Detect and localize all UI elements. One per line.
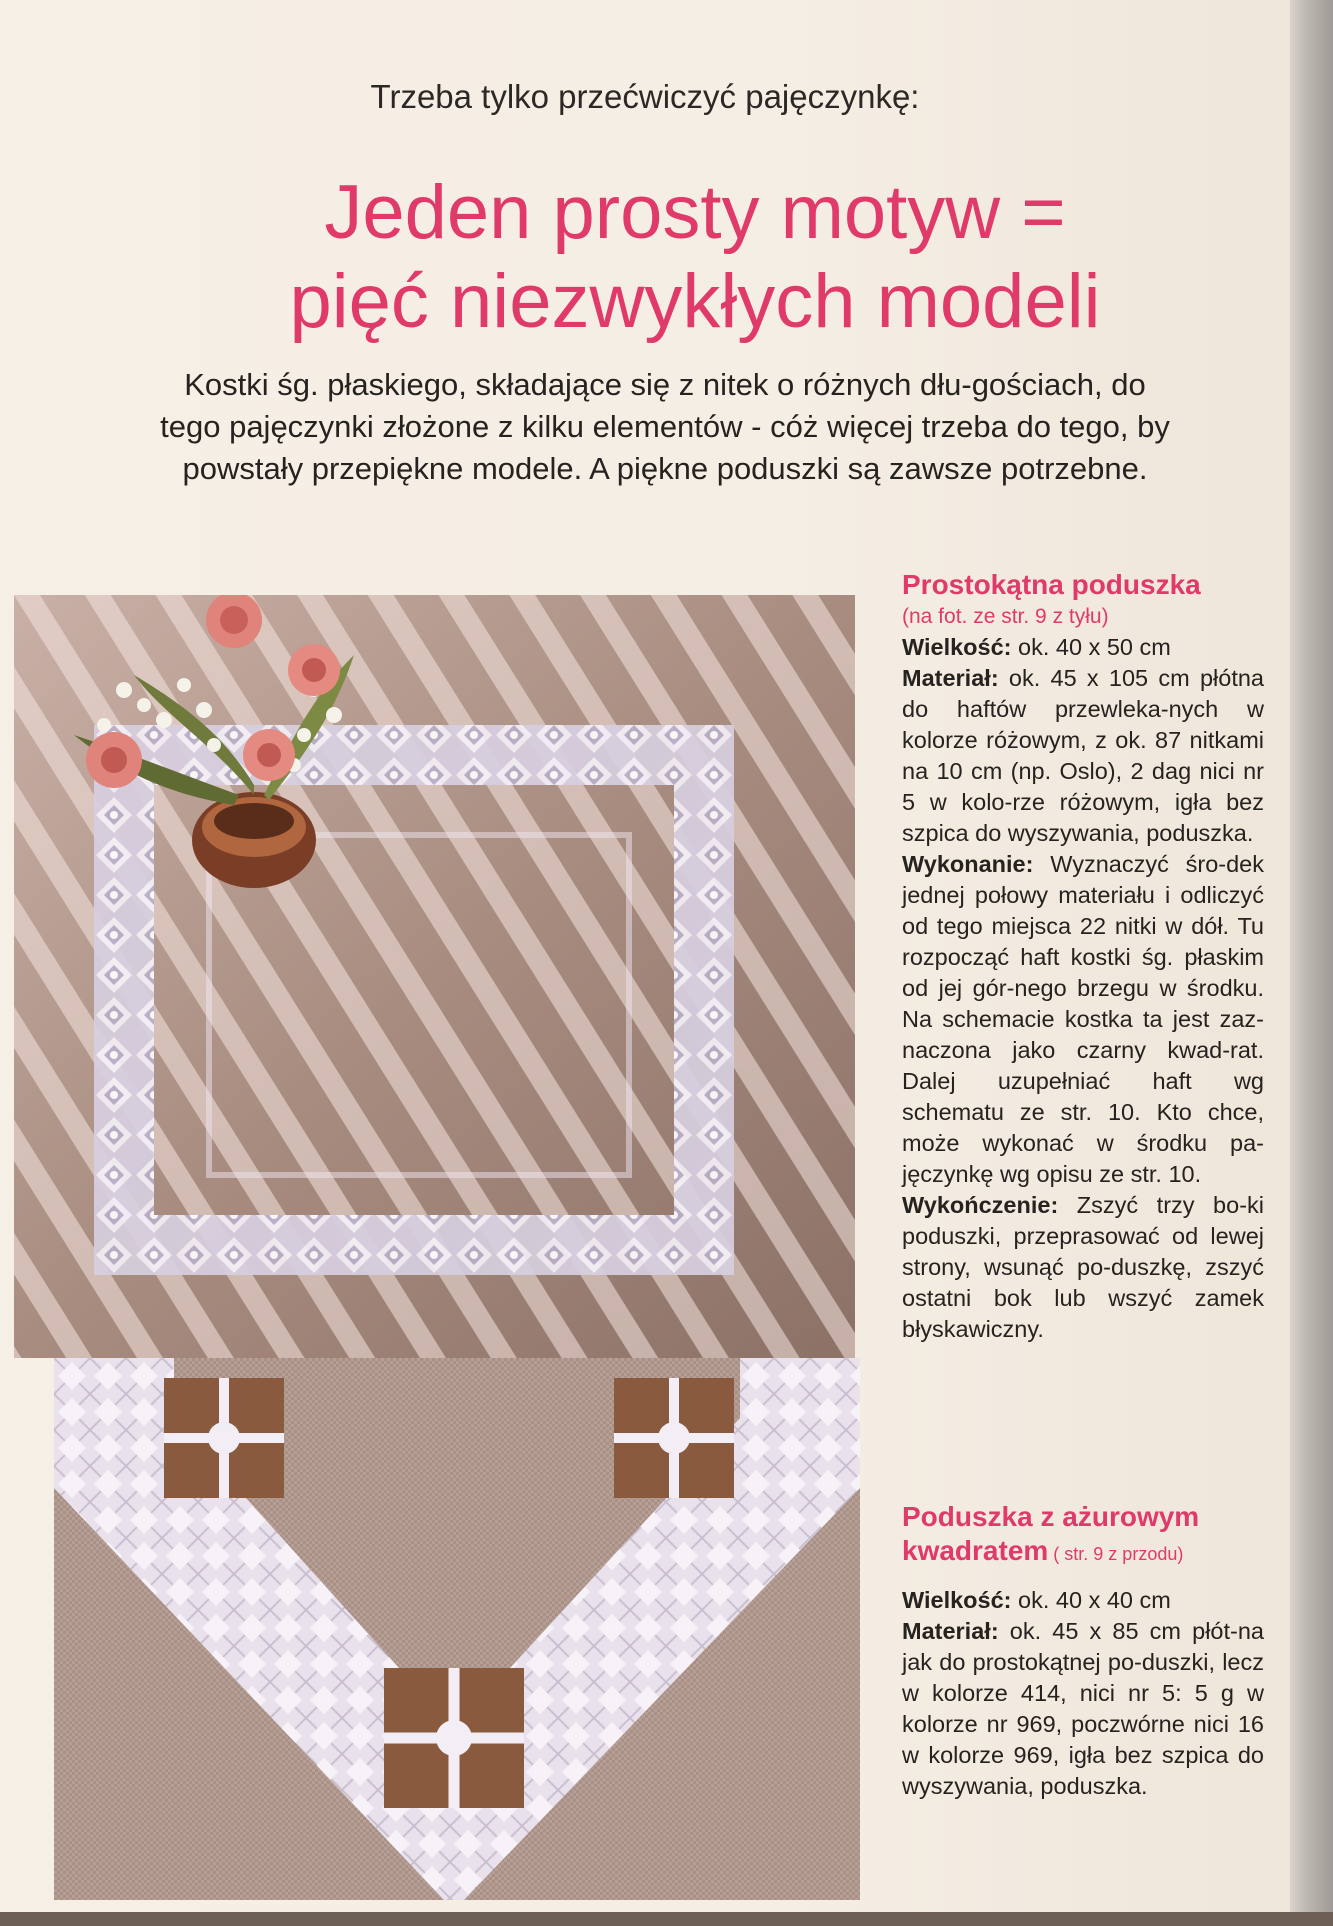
finish-value: Zszyć trzy bo-ki poduszki, przeprasować od lewej strony, wsunąć po-duszkę, zszyć ostatni bok lub wszyć zamek błyskawiczny. [902, 1192, 1264, 1342]
embroidery-closeup-illustration [54, 1358, 860, 1900]
headline [0, 168, 1333, 346]
photo-rectangular-cushion [14, 595, 855, 1358]
headline-line-1: Jeden prosty motyw = [324, 170, 1066, 255]
scan-bottom-edge [0, 1912, 1333, 1926]
material-value: ok. 45 x 105 cm płótna do haftów przewleka-nych w kolorze różowym, z ok. 87 nitkami na 10 cm (np. Oslo), 2 dag nici nr 5 w kolo-rze różowym, igła bez szpica do wyszywania, poduszka. [902, 665, 1264, 846]
section-openwork-cushion [902, 1500, 1264, 1802]
size-label: Wielkość: [902, 1587, 1012, 1613]
photo-embroidery-closeup [54, 1358, 860, 1900]
section-2-size [902, 1585, 1264, 1616]
section-1-execution [902, 849, 1264, 1190]
size-value: ok. 40 x 40 cm [1011, 1587, 1171, 1613]
section-2-title-word: kwadratem [902, 1535, 1049, 1566]
material-value: ok. 45 x 85 cm płót-na jak do prostokątnej po-duszki, lecz w kolorze 414, nici nr 5: 5 g w kolorze nr 969, poczwórne nici 16 w kolorze 969, igła bez szpica do wyszywania, poduszka. [902, 1618, 1264, 1799]
section-rectangular-cushion [902, 568, 1264, 1345]
headline-line-2: pięć niezwykłych modeli [289, 259, 1101, 344]
section-2-title-line-1: Poduszka z ażurowym [902, 1501, 1200, 1532]
section-1-size [902, 632, 1264, 663]
size-label: Wielkość: [902, 634, 1012, 660]
material-label: Materiał: [902, 665, 999, 691]
section-1-subtitle: (na fot. ze str. 9 z tyłu) [902, 605, 1109, 628]
lead-paragraph: Kostki śg. płaskiego, składające się z nitek o różnych dłu-gościach, do tego pajęczynki złożone z kilku elementów - cóż więcej trzeba do tego, by powstały przepiękne modele. A piękne poduszki są zawsze potrzebne. [160, 367, 1170, 486]
kicker-line: Trzeba tylko przećwiczyć pajęczynkę: [370, 78, 920, 115]
finish-label: Wykończenie: [902, 1192, 1059, 1218]
execution-label: Wykonanie: [902, 851, 1034, 877]
execution-value: Wyznaczyć śro-dek jednej połowy materiału i odliczyć od tego miejsca 22 nitki w dół. Tu rozpocząć haft kostki śg. płaskim od jej gór-nego brzegu w środku. Na schemacie kostka ta jest zaz-naczona jako czarny kwad-rat. Dalej uzupełniać haft wg schematu ze str. 10. Kto chce, może wykonać w środku pa-jęczynkę wg opisu ze str. 10. [902, 851, 1264, 1187]
section-1-material [902, 663, 1264, 849]
section-2-subtitle: ( str. 9 z przodu) [1048, 1544, 1184, 1564]
material-label: Materiał: [902, 1618, 999, 1644]
section-2-title-line-2 [902, 1534, 1264, 1571]
size-value: ok. 40 x 50 cm [1011, 634, 1171, 660]
cushion-photo-illustration [14, 595, 855, 1358]
section-1-title: Prostokątna poduszka [902, 569, 1201, 600]
section-2-material [902, 1616, 1264, 1802]
section-1-finish [902, 1190, 1264, 1345]
